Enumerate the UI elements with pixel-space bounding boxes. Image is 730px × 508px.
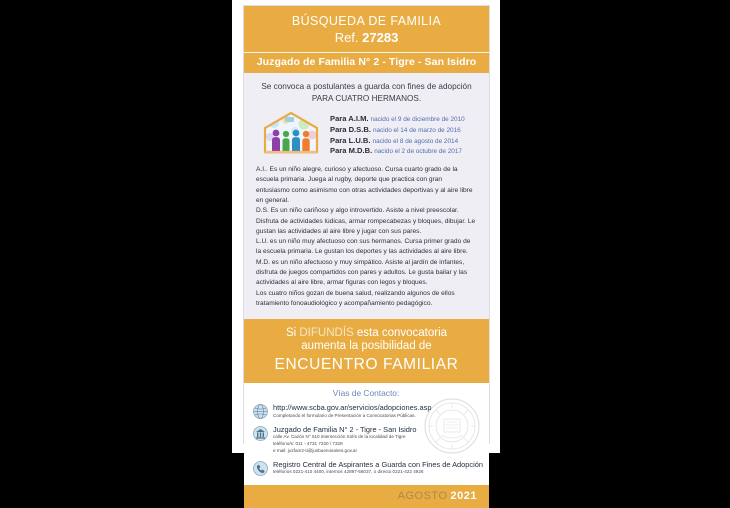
call-to-action-band [244,319,489,383]
child-birthdate: nacido el 14 de marzo de 2016 [372,126,461,134]
description-paragraph: A.I.. Es un niño alegre, curioso y afectuoso. Cursa cuarto grado de la escuela primaria. Juega al rugby, deporte que practica con gran entusiasmo como asimismo con otras actividades deportivas y al aire libre en general. [256,166,473,204]
court-subtitle: Juzgado de Familia N° 2 - Tigre - San Isidro [244,52,489,74]
description-paragraph: D.S. Es un niño cariñoso y algo introvertido. Asiste a nivel preescolar. Disfruta de actividades lúdicas, armar rompecabezas y bloques, dibujar. Le gustan las actividades al aire libre y jugar con sus pares. [256,207,476,235]
poster-header [244,6,489,52]
website-url[interactable]: http://www.scba.gov.ar/servicios/adopciones.asp [273,403,432,413]
court-email[interactable]: e mail: juzfam2-ti@jusbuenosaires.gov.ar [273,447,357,453]
children-list [330,111,479,157]
contact-item-court[interactable] [253,425,479,455]
list-item [330,136,479,147]
court-address: calle Av. Cazón N° 510 intersección Solís de la localidad de Tigre [273,433,406,439]
child-label: Para L.U.B. [330,135,371,145]
list-item [330,114,479,125]
children-section [244,109,489,161]
cta-suffix: esta convocatoria [353,327,448,340]
child-label: Para M.D.B. [330,146,373,156]
reference-number [250,31,483,45]
child-birthdate: nacido el 8 de agosto de 2014 [372,137,459,145]
reference-label: Ref. [334,30,359,46]
cta-line-3: ENCUENTRO FAMILIAR [274,356,459,374]
footer-year: 2021 [450,489,477,502]
contact-heading: Vías de Contacto: [332,388,400,399]
courthouse-icon [253,426,268,441]
contact-item-website[interactable] [253,403,479,419]
child-label: Para D.S.B. [330,124,371,134]
page-title: BÚSQUEDA DE FAMILIA [291,14,442,28]
intro-line-2: PARA CUATRO HERMANOS. [311,94,422,104]
description-paragraph: M.D. es un niño afectuoso y muy simpático. Asiste al jardín de infantes, disfruta de juegos compartidos con pares y adultos. Le gusta bailar y las actividades al aire libre, armar figuras con legos y bloques. [256,258,468,287]
court-phone: teléfono/s: 011 - 4731 7320 / 7328 [273,440,343,446]
court-name: Juzgado de Familia N° 2 - Tigre - San Isidro [273,424,417,434]
child-label: Para A.I.M. [330,114,369,123]
reference-value: 27283 [362,30,399,46]
contact-body [273,403,479,419]
children-descriptions [244,161,489,315]
adoption-search-poster [243,5,490,502]
cta-prefix: Si [285,327,300,340]
intro-text [244,73,489,109]
cta-line-1 [250,327,483,340]
description-paragraph: L.U. es un niño muy afectuoso con sus hermanos. Cursa primer grado de la escuela primaria. Le gustan los deportes y las actividades al aire libre. [256,238,471,256]
cta-line-2: aumenta la posibilidad de [301,340,432,353]
phone-icon [253,461,268,476]
registry-phones: teléfonos 0221-410 4400, internos 42897-56037, o directo 0221-422 4926 [273,468,424,474]
contact-body [273,459,483,476]
website-note: Completando el formulario de Presentación a Convocatorias Públicas. [273,412,416,418]
list-item [330,125,479,136]
poster-footer [244,485,489,508]
cta-highlight: DIFUNDÍS [299,327,354,340]
child-birthdate: nacido el 9 de diciembre de 2010 [370,116,465,123]
list-item [330,146,479,157]
globe-icon [253,404,268,419]
footer-month: AGOSTO [397,489,448,502]
child-birthdate: nacido el 2 de octubre de 2017 [374,148,462,156]
contact-section [244,383,489,484]
family-of-four-in-house-illustration [262,111,320,155]
description-paragraph: Los cuatro niños gozan de buena salud, realizando algunos de ellos tratamiento fonoaudiológico y acompañamiento pedagógico. [256,289,455,307]
registry-name: Registro Central de Aspirantes a Guarda con Fines de Adopción [273,459,483,469]
intro-line-1: Se convoca a postulantes a guarda con fines de adopción [261,82,472,92]
contact-item-registry[interactable] [253,459,483,476]
contact-body [273,425,479,455]
